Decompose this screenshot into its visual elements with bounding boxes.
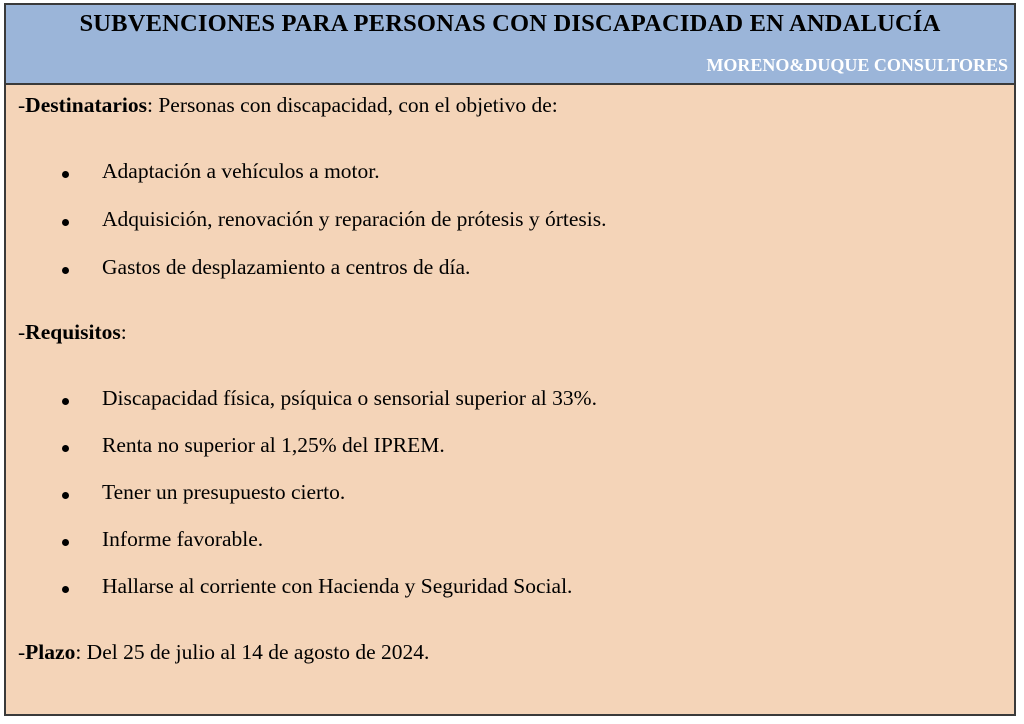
plazo-prefix: - [18, 640, 26, 664]
notice-box [4, 3, 1016, 716]
page-title: SUBVENCIONES PARA PERSONAS CON DISCAPACIDAD EN ANDALUCÍA [79, 10, 941, 37]
bullet-icon [62, 267, 69, 274]
destinatarios-item: Gastos de desplazamiento a centros de día. [102, 255, 471, 279]
requisitos-item: Tener un presupuesto cierto. [102, 480, 346, 504]
destinatarios-text: : Personas con discapacidad, con el objetivo de: [147, 93, 558, 117]
requisitos-item: Hallarse al corriente con Hacienda y Seguridad Social. [102, 574, 573, 598]
requisitos-text: : [120, 320, 127, 344]
destinatarios-label: Destinatarios [25, 93, 147, 117]
bullet-icon [62, 219, 69, 226]
destinatarios-item: Adaptación a vehículos a motor. [102, 159, 380, 183]
requisitos-item: Renta no superior al 1,25% del IPREM. [102, 433, 445, 457]
plazo-line [18, 640, 429, 665]
requisitos-label: Requisitos [25, 320, 121, 344]
bullet-icon [62, 171, 69, 178]
firm-name: MORENO&DUQUE CONSULTORES [706, 55, 1008, 75]
requisitos-item: Informe favorable. [102, 527, 264, 551]
destinatarios-line [18, 93, 558, 118]
header-band [6, 5, 1014, 85]
requisitos-line [18, 320, 127, 345]
plazo-text: : Del 25 de julio al 14 de agosto de 2024. [75, 640, 430, 664]
destinatarios-item: Adquisición, renovación y reparación de prótesis y órtesis. [102, 207, 607, 231]
requisitos-prefix: - [18, 320, 26, 344]
bullet-icon [62, 586, 69, 593]
bullet-icon [62, 445, 69, 452]
destinatarios-prefix: - [18, 93, 26, 117]
bullet-icon [62, 398, 69, 405]
bullet-icon [62, 492, 69, 499]
bullet-icon [62, 539, 69, 546]
plazo-label: Plazo [25, 640, 76, 664]
requisitos-item: Discapacidad física, psíquica o sensorial superior al 33%. [102, 386, 597, 410]
